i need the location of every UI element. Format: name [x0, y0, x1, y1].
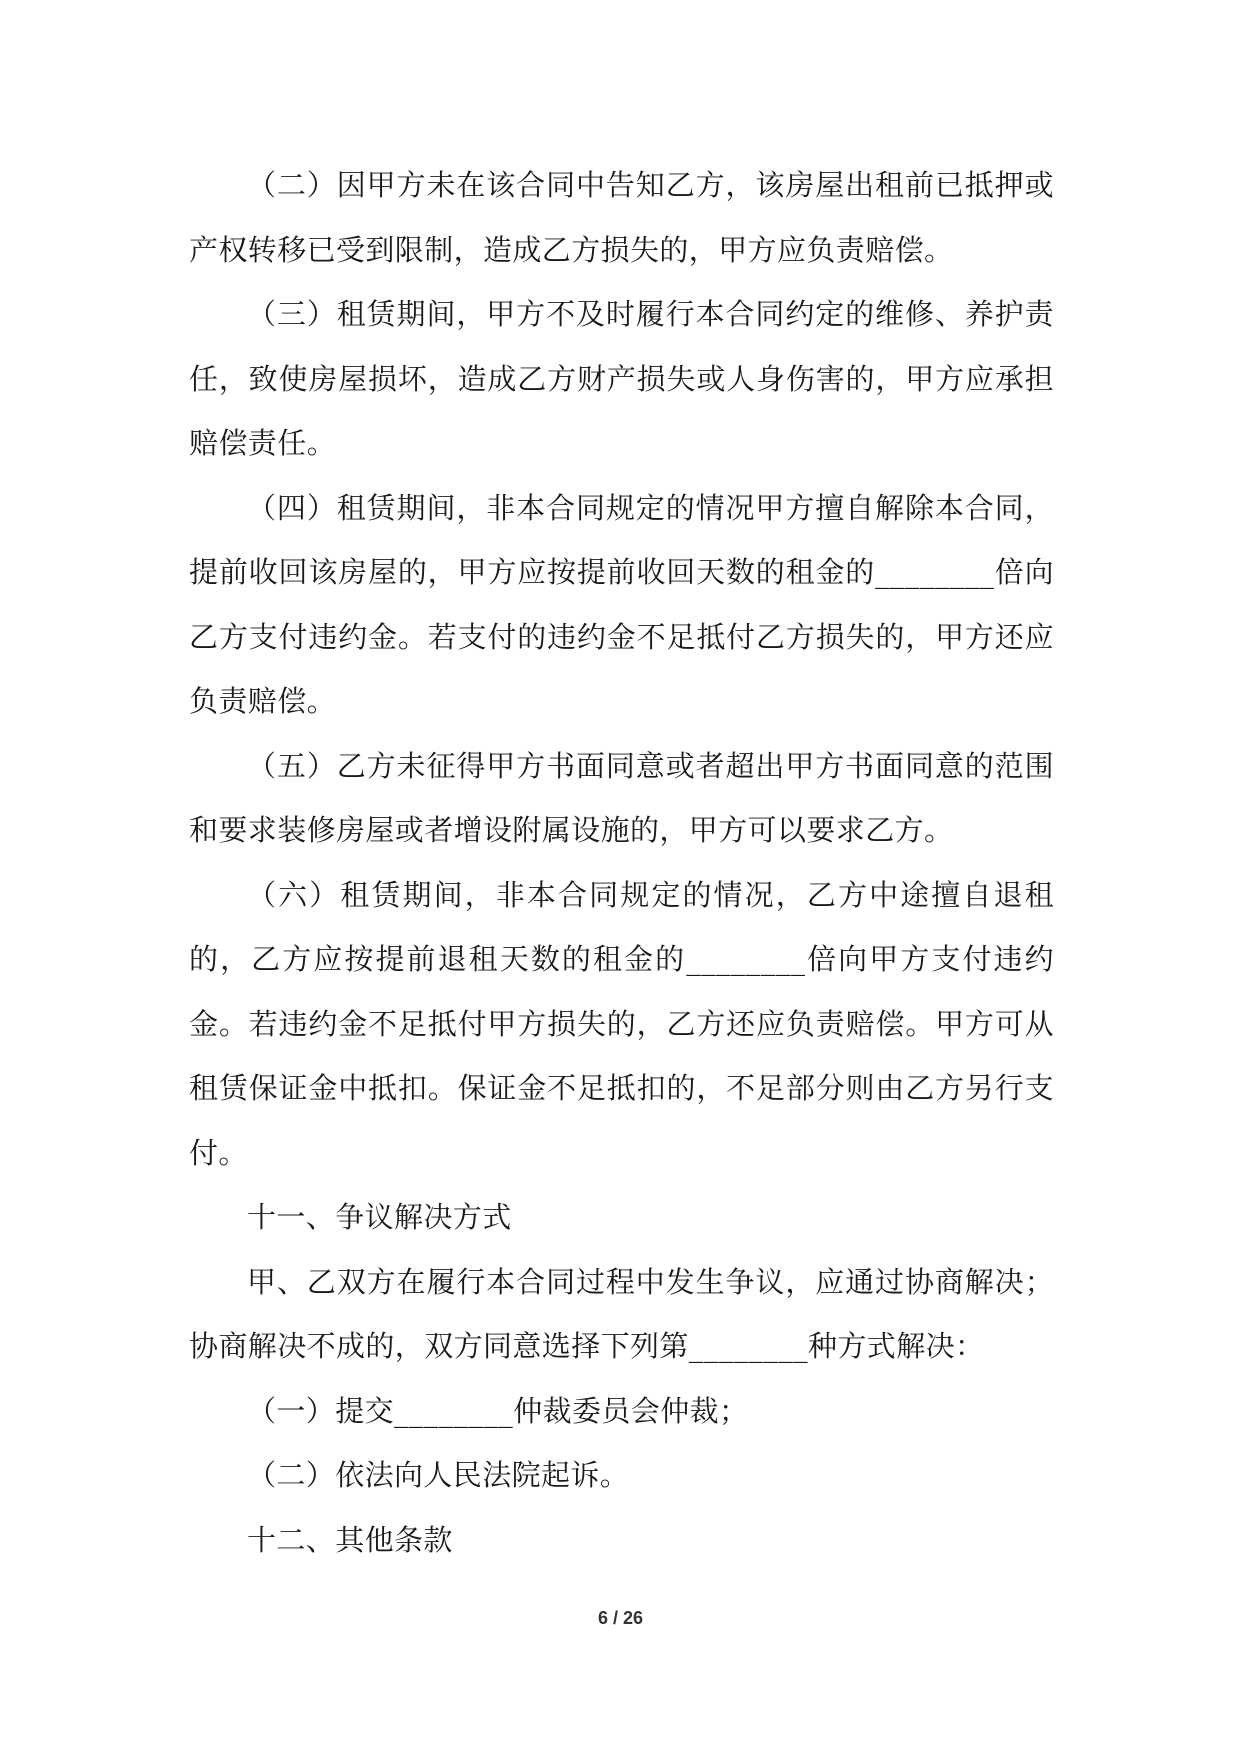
litigation-option: （二）依法向人民法院起诉。: [247, 1458, 630, 1492]
clause-2-paragraph: （二）因甲方未在该合同中告知乙方，该房屋出租前已抵押或产权转移已受到限制，造成乙方损失的，甲方应负责赔偿。: [189, 168, 1054, 267]
clause-5-paragraph: （五）乙方未征得甲方书面同意或者超出甲方书面同意的范围和要求装修房屋或者增设附属设施的，甲方可以要求乙方。: [189, 748, 1054, 847]
section-12-heading: 十二、其他条款: [247, 1522, 453, 1557]
clause-6-paragraph: （六）租赁期间，非本合同规定的情况，乙方中途擅自退租的，乙方应按提前退租天数的租金的________倍向甲方支付违约金。若违约金不足抵付甲方损失的，乙方还应负责赔偿。甲方可从租赁保证金中抵扣。保证金不足抵扣的，不足部分则由乙方另行支付。: [189, 877, 1054, 1170]
document-body: [189, 153, 1054, 1572]
clause-4-paragraph: （四）租赁期间，非本合同规定的情况甲方擅自解除本合同，提前收回该房屋的，甲方应按提前收回天数的租金的________倍向乙方支付违约金。若支付的违约金不足抵付乙方损失的，甲方还应负责赔偿。: [189, 490, 1054, 718]
dispute-resolution-paragraph: 甲、乙双方在履行本合同过程中发生争议，应通过协商解决；协商解决不成的，双方同意选择下列第________种方式解决：: [189, 1264, 1054, 1363]
page-number: 6 / 26: [597, 1608, 644, 1628]
clause-3-paragraph: （三）租赁期间，甲方不及时履行本合同约定的维修、养护责任，致使房屋损坏，造成乙方财产损失或人身伤害的，甲方应承担赔偿责任。: [189, 297, 1054, 460]
section-11-heading: 十一、争议解决方式: [247, 1200, 512, 1234]
arbitration-option: （一）提交________仲裁委员会仲裁；: [247, 1393, 749, 1428]
